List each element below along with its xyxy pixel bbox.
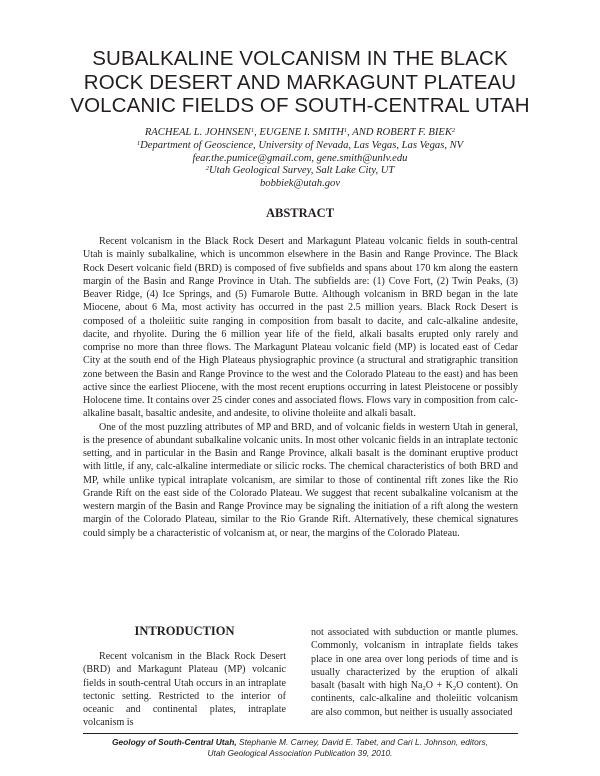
title-line: SUBALKALINE VOLCANISM IN THE BLACK	[92, 47, 508, 70]
author-name: RACHEAL L. JOHNSEN	[144, 127, 251, 138]
footer-book-title: Geology of South-Central Utah,	[111, 737, 237, 747]
title-line: ROCK DESERT AND MARKAGUNT PLATEAU	[83, 70, 517, 94]
footer-editors: Stephanie M. Carney, David E. Tabet, and Cari L. Johnson, editors,	[236, 737, 489, 747]
affiliation-mark: 2	[205, 165, 209, 173]
affiliation-1-emails: fear.the.pumice@gmail.com, gene.smith@unlv.edu	[192, 152, 408, 164]
author-separator: ,	[254, 127, 260, 138]
abstract-body	[83, 235, 518, 540]
affiliation-text: Utah Geological Survey, Salt Lake City, UT	[208, 165, 395, 177]
author-affiliation-mark: 2	[451, 127, 456, 134]
author-name: ROBERT F. BIEK	[376, 127, 452, 138]
introduction-right-column	[311, 626, 518, 719]
footer-line-1	[60, 737, 540, 748]
introduction-paragraph-continued	[311, 626, 518, 719]
affiliation-mark: 1	[136, 139, 141, 147]
author-affiliation-mark: 1	[343, 127, 348, 134]
abstract-paragraph: Recent volcanism in the Black Rock Desert and Markagunt Plateau volcanic fields in south-central Utah is mainly subalkaline, which is uncommon elsewhere in the Basin and Range Province. The Black Rock Desert volcanic field (BRD) is composed of five subfields and spans about 170 km along the eastern margin of the Basin and Range Province in Utah. The subfields are: (1) Cove Fort, (2) Twin Peaks, (3) Beaver Ridge, (4) Ice Springs, and (5) Fumarole Butte. Although volcanism in BRD began in the late Miocene, about 6 Ma, most activity has occurred in the past 2.5 million years. Black Rock Desert is composed of a tholeiitic suite ranging in composition from basalt to dacite, and calc-alkaline andesite, dacite, and rhyolite. During the 6 million year life of the field, alkali basalts erupted only rarely and comprise no more than three flows. The Markagunt Plateau volcanic field (MP) is located east of Cedar City at the south end of the High Plateaus physiographic province (a structural and stratigraphic transition zone between the Basin and Range Province to the west and the Colorado Plateau to the east) and has been active since the earliest Pliocene, with the most recent eruptions occurring in latest Pleistocene or possibly Holocene time. It contains over 25 cinder cones and associated flows. Flows vary in composition from calc-alkaline basalt, basaltic andesite, and andesite, to olivine tholeiite and alkali basalt.	[83, 236, 518, 420]
affiliation-2	[60, 165, 540, 178]
author-name: EUGENE I. SMITH	[259, 127, 344, 138]
body-text: O + K	[425, 680, 453, 691]
abstract-paragraph: One of the most puzzling attributes of MP and BRD, and of volcanic fields in western Utah in general, is the presence of abundant subalkaline volcanic units. In most other volcanic fields in an intraplate tectonic setting, and in particular in the Basin and Range Province, alkali basalt is the dominant eruptive product with little, if any, calc-alkaline intermediate or silicic rocks. The chemical characteristics of both BRD and MP, while unlike typical intraplate volcanism, are similar to those of continental rift zones like the Rio Grande Rift on the east side of the Colorado Plateau. We suggest that recent subalkaline volcanism at the western margin of the Basin and Range Province may be signaling the initiation of a rift along the western margin of the Colorado Plateau, similar to the Rio Grande Rift. Alternatively, these chemical signatures could simply be a characteristic of volcanism at, or near, the margins of the Colorado Plateau.	[83, 421, 518, 539]
introduction-paragraph: Recent volcanism in the Black Rock Desert (BRD) and Markagunt Plateau (MP) volcanic fields in south-central Utah occurs in an intraplate tectonic setting. Restricted to the interior of oceanic and continental plates, intraplate volcanism is	[83, 651, 286, 729]
footer-divider	[83, 733, 518, 734]
affiliation-2-email: bobbiek@utah.gov	[259, 178, 341, 190]
affiliation-text: Department of Geoscience, University of Nevada, Las Vegas, Las Vegas, NV	[140, 139, 464, 151]
abstract-heading: ABSTRACT	[265, 206, 335, 220]
author-affiliation-mark: 1	[250, 127, 255, 134]
subscript: 2	[452, 685, 457, 692]
title-line: VOLCANIC FIELDS OF SOUTH-CENTRAL UTAH	[70, 94, 530, 117]
body-text: O content). On continents, calc-alkaline and tholeiitic volcanism are also common, but neither is usually associated	[311, 680, 518, 718]
affiliation-1	[60, 140, 540, 153]
introduction-heading: INTRODUCTION	[134, 624, 235, 638]
body-text: not associated with subduction or mantle plumes. Commonly, volcanism in intraplate fields takes place in one area over long periods of time and is usually characterized by the eruption of alkali basalt (basalt with high Na	[311, 627, 518, 691]
footer-line-2: Utah Geological Association Publication 39, 2010.	[207, 747, 393, 758]
author-names	[60, 127, 540, 140]
author-block	[60, 127, 540, 191]
subscript: 2	[422, 685, 426, 692]
author-separator: , AND	[347, 127, 377, 138]
paper-title	[60, 47, 540, 118]
publication-footer	[60, 737, 540, 758]
introduction-left-column	[83, 650, 286, 730]
